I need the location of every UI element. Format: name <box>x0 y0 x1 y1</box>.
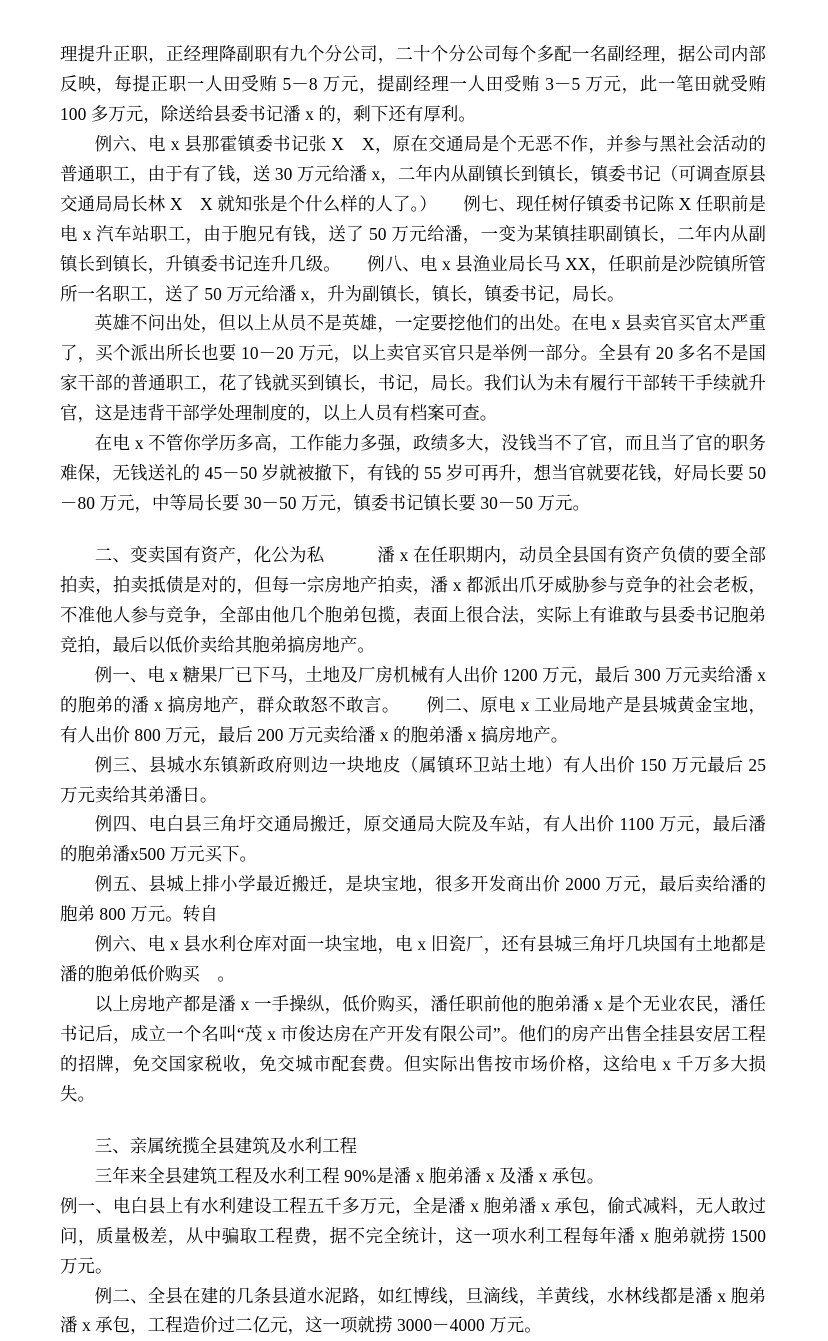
paragraph-spacer <box>60 519 766 541</box>
paragraph-spacer <box>60 1110 766 1132</box>
paragraph: 例六、电 x 县水利仓库对面一块宝地，电 x 旧瓷厂，还有县城三角圩几块国有土地都是潘的胞弟低价购买 。 <box>60 930 766 990</box>
paragraph: 理提升正职，正经理降副职有九个分公司，二十个分公司每个多配一名副经理，据公司内部反映，每提正职一人田受贿 5－8 万元，提副经理一人田受贿 3－5 万元，此一笔田就受贿 100 多万元，除送给县委书记潘 x 的，剩下还有厚利。 <box>60 40 766 130</box>
paragraph: 例二、全县在建的几条县道水泥路，如红博线，旦滴线，羊黄线，水林线都是潘 x 胞弟潘 x 承包，工程造价过二亿元，这一项就捞 3000－4000 万元。 <box>60 1282 766 1341</box>
paragraph: 三年来全县建筑工程及水利工程 90%是潘 x 胞弟潘 x 及潘 x 承包。 <box>60 1162 766 1192</box>
paragraph: 例三、县城水东镇新政府则边一块地皮（属镇环卫站土地）有人出价 150 万元最后 25 万元卖给其弟潘日。 <box>60 751 766 811</box>
paragraph: 例四、电白县三角圩交通局搬迁，原交通局大院及车站，有人出价 1100 万元，最后潘的胞弟潘x500 万元买下。 <box>60 810 766 870</box>
paragraph: 英雄不问出处，但以上从员不是英雄，一定要挖他们的出处。在电 x 县卖官买官太严重了，买个派出所长也要 10－20 万元，以上卖官买官只是举例一部分。全县有 20 多名不是国家干部的普通职工，花了钱就买到镇长，书记，局长。我们认为未有履行干部转干手续就升官，这是违背干部学处理制度的，以上人员有档案可查。 <box>60 309 766 429</box>
paragraph-section-three: 三、亲属统揽全县建筑及水利工程 <box>60 1132 766 1162</box>
paragraph: 在电 x 不管你学历多高，工作能力多强，政绩多大，没钱当不了官，而且当了官的职务难保，无钱送礼的 45－50 岁就被撤下，有钱的 55 岁可再升，想当官就要花钱，好局长要 50－80 万元，中等局长要 30－50 万元，镇委书记镇长要 30－50 万元。 <box>60 429 766 519</box>
paragraph: 例五、县城上排小学最近搬迁，是块宝地，很多开发商出价 2000 万元，最后卖给潘的胞弟 800 万元。转自 <box>60 870 766 930</box>
document-body <box>60 40 766 1341</box>
paragraph: 以上房地产都是潘 x 一手操纵，低价购买，潘任职前他的胞弟潘 x 是个无业农民，潘任书记后，成立一个名叫“茂 x 市俊达房在产开发有限公司”。他们的房产出售全挂县安居工程的招牌，免交国家税收，免交城市配套费。但实际出售按市场价格，这给电 x 千万多大损失。 <box>60 990 766 1110</box>
paragraph: 例六、电 x 县那霍镇委书记张 X X，原在交通局是个无恶不作，并参与黑社会活动的普通职工，由于有了钱，送 30 万元给潘 x，二年内从副镇长到镇长，镇委书记（可调查原县交通局局长林 X X 就知张是个什么样的人了。） 例七、现任树仔镇委书记陈 X 任职前是电 x 汽车站职工，由于胞兄有钱，送了 50 万元给潘，一变为某镇挂职副镇长，二年内从副镇长到镇长，升镇委书记连升几级。 例八、电 x 县渔业局长马 XX，任职前是沙院镇所管所一名职工，送了 50 万元给潘 x，升为副镇长，镇长，镇委书记，局长。 <box>60 130 766 310</box>
paragraph: 例一、电 x 糖果厂已下马，土地及厂房机械有人出价 1200 万元，最后 300 万元卖给潘 x 的胞弟的潘 x 搞房地产，群众敢怒不敢言。 例二、原电 x 工业局地产是县城黄金宝地，有人出价 800 万元，最后 200 万元卖给潘 x 的胞弟潘 x 搞房地产。 <box>60 661 766 751</box>
paragraph-section-two: 二、变卖国有资产，化公为私 潘 x 在任职期内，动员全县国有资产负债的要全部拍卖，拍卖抵债是对的，但每一宗房地产拍卖，潘 x 都派出爪牙威胁参与竞争的社会老板，不准他人参与竞争，全部由他几个胞弟包揽，表面上很合法，实际上有谁敢与县委书记胞弟竞拍，最后以低价卖给其胞弟搞房地产。 <box>60 541 766 661</box>
paragraph: 例一、电白县上有水利建设工程五千多万元，全是潘 x 胞弟潘 x 承包，偷式减料，无人敢过问，质量极差，从中骗取工程费，据不完全统计，这一项水利工程每年潘 x 胞弟就捞 1500 万元。 <box>60 1192 766 1282</box>
